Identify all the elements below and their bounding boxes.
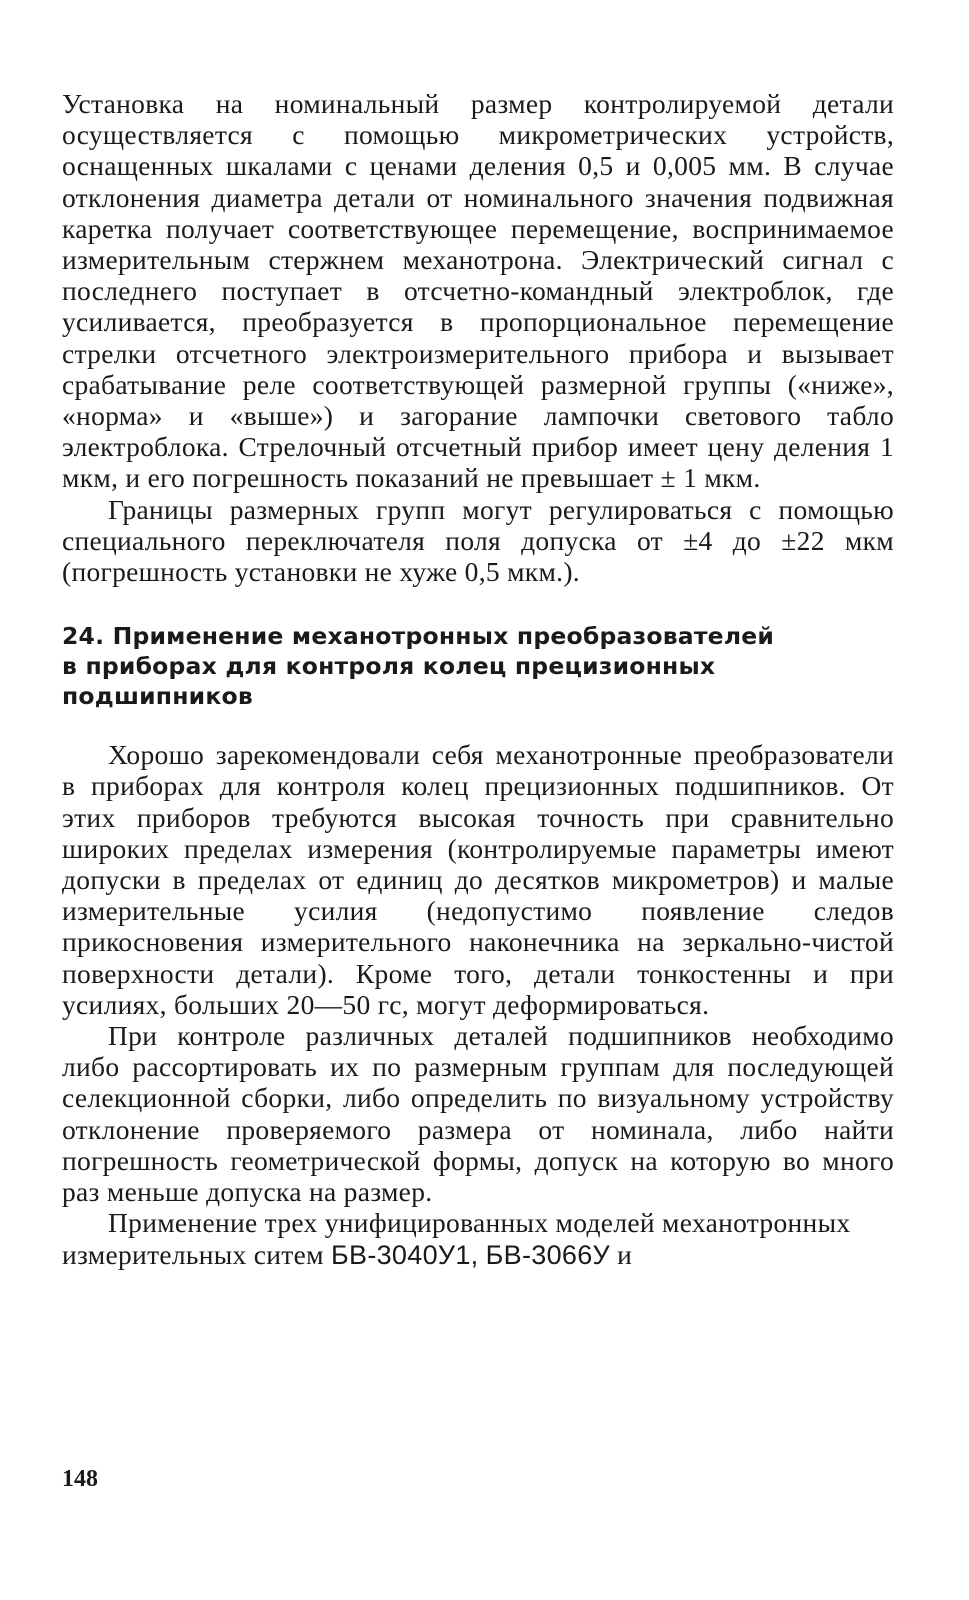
section-heading	[62, 621, 894, 711]
heading-line: 24. Применение механотронных преобразователей	[62, 622, 775, 651]
models-text-before: Применение трех унифицированных моделей механотронных измерительных ситем	[62, 1207, 851, 1270]
heading-line: в приборах для контроля колец прецизионных	[62, 652, 716, 681]
page-number: 148	[62, 1466, 98, 1492]
heading-line: подшипников	[62, 682, 253, 711]
model-name: БВ-3066У	[485, 1239, 610, 1270]
paragraph-bearing-control: При контроле различных деталей подшипников необходимо либо рассортировать их по размерным группам для последующей селекционной сборки, либо определить по визуальному устройству отклонение проверяемого размера от номинала, либо найти погрешность геометрической формы, допуск на которую во много раз меньше допуска на размер.	[62, 1020, 894, 1208]
paragraph-unified-models	[62, 1207, 894, 1270]
document-page	[62, 88, 894, 1271]
paragraph-bearing-converters: Хорошо зарекомендовали себя механотронные преобразователи в приборах для контроля колец прецизионных подшипников. От этих приборов требуются высокая точность при сравнительно широких пределах измерения (контролируемые параметры имеют допуски в пределах от единиц до десятков микрометров) и малые измерительные усилия (недопустимо появление следов прикосновения измерительного наконечника на зеркально-чистой поверхности детали). Кроме того, детали тонкостенны и при усилиях, больших 20—50 гс, могут деформироваться.	[62, 739, 894, 1020]
paragraph-group-limits: Границы размерных групп могут регулироваться с помощью специального переключателя поля допуска от ±4 до ±22 мкм (погрешность установки не хуже 0,5 мкм.).	[62, 493, 894, 588]
model-name: БВ-3040У1,	[331, 1239, 479, 1270]
paragraph-installation: Установка на номинальный размер контролируемой детали осуществляется с помощью микрометрических устройств, оснащенных шкалами с ценами деления 0,5 и 0,005 мм. В случае отклонения диаметра детали от номинального значения подвижная каретка получает соответствующее перемещение, воспринимаемое измерительным стержнем механотрона. Электрический сигнал с последнего поступает в отсчетно-командный электроблок, где усиливается, преобразуется в пропорциональное перемещение стрелки отсчетного электроизмерительного прибора и вызывает срабатывание реле соответствующей размерной группы («ниже», «норма» и «выше») и загорание лампочки светового табло электроблока. Стрелочный отсчетный прибор имеет цену деления 1 мкм, и его погрешность показаний не превышает ± 1 мкм.	[62, 88, 894, 494]
models-text-after: и	[609, 1238, 633, 1270]
